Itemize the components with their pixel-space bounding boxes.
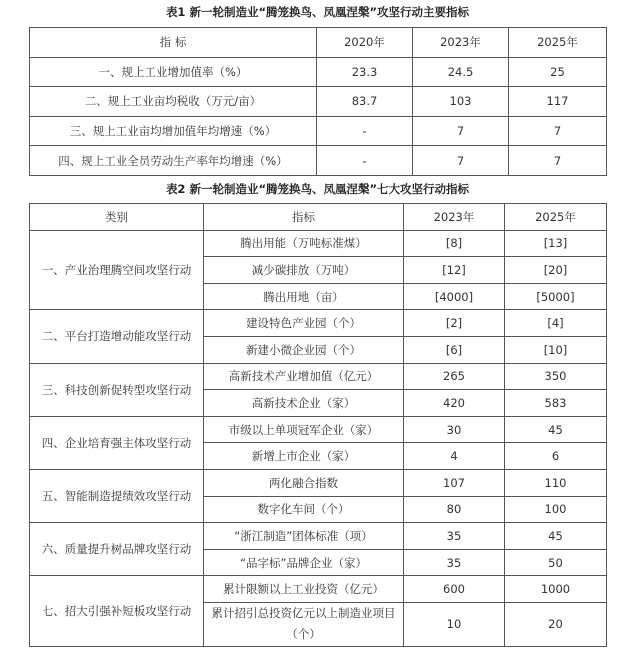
table2-caption: 表2 新一轮制造业“腾笼换鸟、凤凰涅槃”七大攻坚行动指标 bbox=[165, 182, 470, 196]
value-2023: [2] bbox=[404, 310, 505, 337]
indicator-name: 三、规上工业亩均增加值年均增速（%） bbox=[30, 116, 317, 146]
value-2025: 110 bbox=[505, 469, 607, 496]
value-2020: 23.3 bbox=[317, 57, 413, 87]
indicator-name: 建设特色产业园（个） bbox=[204, 310, 404, 337]
value-2023: [4000] bbox=[404, 283, 505, 310]
value-2025: [5000] bbox=[505, 283, 607, 310]
seven-actions-table bbox=[29, 203, 607, 647]
indicator-name: 高新技术企业（家） bbox=[204, 390, 404, 417]
category-cell: 五、智能制造提绩效攻坚行动 bbox=[30, 469, 204, 522]
indicator-name: 市级以上单项冠军企业（家） bbox=[204, 416, 404, 443]
table-header-row bbox=[30, 28, 607, 58]
indicator-name: 一、规上工业增加值率（%） bbox=[30, 57, 317, 87]
value-2023: 80 bbox=[404, 496, 505, 523]
value-2023: 420 bbox=[404, 390, 505, 417]
category-cell: 六、质量提升树品牌攻坚行动 bbox=[30, 523, 204, 576]
table-row bbox=[30, 363, 607, 390]
indicator-name: 腾出用能（万吨标准煤） bbox=[204, 230, 404, 257]
value-2025: 45 bbox=[505, 416, 607, 443]
indicator-name: 四、规上工业全员劳动生产率年均增速（%） bbox=[30, 146, 317, 176]
main-indicators-table bbox=[29, 27, 607, 176]
indicator-name: 腾出用地（亩） bbox=[204, 283, 404, 310]
value-2025: 1000 bbox=[505, 576, 607, 603]
value-2020: 83.7 bbox=[317, 87, 413, 117]
value-2023: [8] bbox=[404, 230, 505, 257]
table-header-row bbox=[30, 204, 607, 231]
value-2025: [10] bbox=[505, 336, 607, 363]
indicator-name: 高新技术产业增加值（亿元） bbox=[204, 363, 404, 390]
indicator-name: “品字标”品牌企业（家） bbox=[204, 549, 404, 576]
value-2023: 35 bbox=[404, 549, 505, 576]
value-2025: 583 bbox=[505, 390, 607, 417]
value-2023: 7 bbox=[413, 116, 509, 146]
category-cell: 二、平台打造增动能攻坚行动 bbox=[30, 310, 204, 363]
header-category: 类别 bbox=[30, 204, 204, 231]
table-row bbox=[30, 146, 607, 176]
value-2023: 4 bbox=[404, 443, 505, 470]
category-cell: 三、科技创新促转型攻坚行动 bbox=[30, 363, 204, 416]
value-2025: [4] bbox=[505, 310, 607, 337]
value-2025: 7 bbox=[509, 116, 607, 146]
value-2025: 117 bbox=[509, 87, 607, 117]
value-2023: 103 bbox=[413, 87, 509, 117]
value-2023: [6] bbox=[404, 336, 505, 363]
value-2023: 24.5 bbox=[413, 57, 509, 87]
table-row bbox=[30, 576, 607, 603]
table1-caption: 表1 新一轮制造业“腾笼换鸟、凤凰涅槃”攻坚行动主要指标 bbox=[165, 5, 470, 19]
value-2025: 100 bbox=[505, 496, 607, 523]
table-row bbox=[30, 230, 607, 257]
indicator-name: 减少碳排放（万吨） bbox=[204, 257, 404, 284]
table-row bbox=[30, 57, 607, 87]
header-2025: 2025年 bbox=[509, 28, 607, 58]
value-2025: 20 bbox=[505, 602, 607, 646]
value-2023: 600 bbox=[404, 576, 505, 603]
category-cell: 四、企业培育强主体攻坚行动 bbox=[30, 416, 204, 469]
value-2025: [20] bbox=[505, 257, 607, 284]
header-2025: 2025年 bbox=[505, 204, 607, 231]
value-2025: 7 bbox=[509, 146, 607, 176]
indicator-name: 累计招引总投资亿元以上制造业项目（个） bbox=[204, 602, 404, 646]
value-2023: 35 bbox=[404, 523, 505, 550]
table-row bbox=[30, 416, 607, 443]
value-2023: [12] bbox=[404, 257, 505, 284]
value-2023: 10 bbox=[404, 602, 505, 646]
value-2025: [13] bbox=[505, 230, 607, 257]
table-row bbox=[30, 523, 607, 550]
value-2025: 45 bbox=[505, 523, 607, 550]
header-2023: 2023年 bbox=[413, 28, 509, 58]
value-2025: 50 bbox=[505, 549, 607, 576]
value-2023: 265 bbox=[404, 363, 505, 390]
value-2025: 25 bbox=[509, 57, 607, 87]
value-2020: - bbox=[317, 116, 413, 146]
category-cell: 一、产业治理腾空间攻坚行动 bbox=[30, 230, 204, 310]
value-2023: 30 bbox=[404, 416, 505, 443]
indicator-name: 新增上市企业（家） bbox=[204, 443, 404, 470]
value-2025: 6 bbox=[505, 443, 607, 470]
indicator-name: “浙江制造”团体标准（项） bbox=[204, 523, 404, 550]
value-2023: 7 bbox=[413, 146, 509, 176]
indicator-name: 两化融合指数 bbox=[204, 469, 404, 496]
header-indicator: 指 标 bbox=[30, 28, 317, 58]
value-2020: - bbox=[317, 146, 413, 176]
header-2020: 2020年 bbox=[317, 28, 413, 58]
header-2023: 2023年 bbox=[404, 204, 505, 231]
indicator-name: 数字化车间（个） bbox=[204, 496, 404, 523]
table-row bbox=[30, 469, 607, 496]
value-2025: 350 bbox=[505, 363, 607, 390]
indicator-name: 累计限额以上工业投资（亿元） bbox=[204, 576, 404, 603]
header-indicator: 指标 bbox=[204, 204, 404, 231]
value-2023: 107 bbox=[404, 469, 505, 496]
table-row bbox=[30, 310, 607, 337]
indicator-name: 新建小微企业园（个） bbox=[204, 336, 404, 363]
category-cell: 七、招大引强补短板攻坚行动 bbox=[30, 576, 204, 647]
table-row bbox=[30, 116, 607, 146]
table-row bbox=[30, 87, 607, 117]
indicator-name: 二、规上工业亩均税收（万元/亩） bbox=[30, 87, 317, 117]
